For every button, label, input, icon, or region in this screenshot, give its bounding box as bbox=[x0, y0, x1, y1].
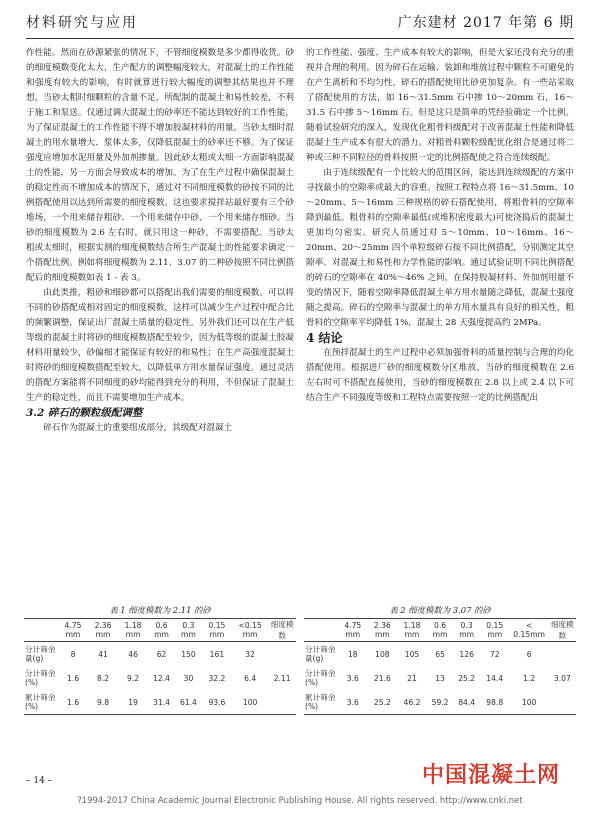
table-cell: 8 bbox=[70, 649, 76, 659]
table-row bbox=[304, 690, 576, 715]
table-header-cell: 2.36 mm bbox=[94, 621, 112, 639]
table-header-cell: 0.3 mm bbox=[459, 621, 475, 639]
table-cell: 6 bbox=[526, 649, 532, 659]
table-cell: 31.4 bbox=[153, 697, 170, 707]
table-cell: 1.6 bbox=[66, 697, 80, 707]
table-header-cell: 0.3 mm bbox=[181, 621, 196, 639]
table-cell: 59.2 bbox=[431, 697, 449, 707]
page-header bbox=[26, 10, 574, 36]
table-cell: 93.6 bbox=[208, 697, 226, 707]
table-cell: 46 bbox=[128, 649, 138, 659]
paragraph: 由于连续级配有一个比较大的范围区间，能达到连续级配的方案中寻找最小的空隙率或最大的容重。按照工程特点将 16～31.5mm、10～20mm、5～16mm 三种规格的碎石搭配使用，将粗骨料的空隙率降到最低。粗骨料的空隙率最低(或堆积密度最大)可使浇捣后的混凝土更加均匀密实。研究人员通过对 5～10mm、10～16mm、16～20mm、20～25mm 四个单粒级碎石按不同比例搭配，分别测定其空隙率、对混凝土和易性和力学性能的影响。通过试验证明不同比例搭配的碎石的空隙率在 40%～46% 之间，在保持胶凝材料、外加剂用量不变的情况下，随着空隙率降低混凝土单方用水量随之降低，混凝土强度随之提高。碎石的空隙率与混凝土的单方用水量具有良好的相关性，粗骨料的空隙率平均降低 1%，混凝土 28 天强度提高约 2MPa。 bbox=[306, 168, 574, 328]
table-cell: 3.07 bbox=[553, 673, 571, 683]
table-cell: 1.6 bbox=[66, 673, 80, 683]
row-label: 分计筛余(%) bbox=[25, 669, 56, 687]
table-cell bbox=[549, 690, 576, 715]
table-cell: 8.2 bbox=[97, 673, 110, 683]
paragraph: 作性能。然而在砂源紧张的情况下，不管细度模数是多少都得收货。砂的细度模数变化太大，生产配方的调整幅度较大，对混凝土的工作性能和强度有较大的影响，有时就算进行较大幅度的调整其结果也并不理想。当砂太粗时细颗粒的含量不足，所配制的混凝土和易性较差，不利于施工和泵送。仅通过调大混凝土的砂率还不能达到较好的工作性能，为了保证混凝土的工作性能不得不增加胶凝材料的用量。当砂太细时混凝土的用水量增大、浆体太多，仅降低混凝土的砂率还不够。为了保证强度应增加水泥用量及外加剂掺量。因此砂太粗或太细一方面影响混凝土的性能，另一方面会导致成本的增加。为了在生产过程中确保混凝土的稳定性而不增加成本的情况下，通过对不同细度模数的砂按不同的比例搭配使用以达到所需要的细度模数。这也要求搅拌站最好要有三个砂堆场，一个用来储存粗砂、一个用来储存中砂、一个用来储存细砂。当砂的细度模数为 2.6 左右时，就只用这一种砂，不需要搭配。当砂太粗或太细时，根据实测的细度模数结合所生产混凝土的性能要求确定一个搭配比例。例如将细度模数为 2.11、3.07 的二种砂按照不同比例搭配后的细度模数如表 1 - 表 3。 bbox=[26, 48, 294, 283]
paragraph: 由此类推，粗砂和细砂都可以搭配出我们需要的细度模数。可以将不同的砂搭配成相对固定的细度模数，这样可以减少生产过程中配合比的频繁调整，保证出厂混凝土质量的稳定性。另外我们还可以在生产低等级的混凝土时将砂的细度模数搭配至较少，因为低等级的混凝土胶凝材料用量较少，砂偏细才能保证有较好的和易性；在生产高强度混凝土时将砂的细度模数搭配至较大，以降低单方用水量保证强度。通过灵活的搭配方案能将不同细度的砂均能得到充分的利用，不但保证了混凝土生产的稳定性，而且不需要增加生产成本。 bbox=[26, 288, 294, 403]
table-header-cell: 0.6 mm bbox=[154, 621, 169, 639]
table-header-cell: 1.18 mm bbox=[124, 621, 142, 639]
row-label: 分计筛余量(g) bbox=[25, 645, 56, 663]
table-2 bbox=[304, 604, 576, 715]
table-cell: 161 bbox=[209, 649, 225, 659]
table-cell: 32.2 bbox=[208, 673, 226, 683]
table-header-cell: <0.15 mm bbox=[238, 621, 262, 639]
table-cell: 1.2 bbox=[523, 673, 536, 683]
table-cell: 84.4 bbox=[458, 697, 476, 707]
table-cell: 30 bbox=[183, 673, 194, 683]
table-cell: 14.4 bbox=[486, 673, 504, 683]
table-cell: 25.2 bbox=[458, 673, 476, 683]
row-label: 累计筛余(%) bbox=[25, 693, 56, 711]
table-header-cell bbox=[24, 619, 58, 642]
section-name: 材料研究与应用 bbox=[26, 15, 138, 31]
table-cell: 100 bbox=[242, 697, 258, 707]
table-cell bbox=[268, 690, 296, 715]
table-header-cell: 4.75 mm bbox=[344, 621, 362, 639]
table-1 bbox=[24, 604, 296, 715]
sieve-table bbox=[24, 618, 296, 715]
table-cell: 21 bbox=[407, 673, 417, 683]
paragraph: 碎石作为混凝土的重要组成部分，其级配对混凝土 bbox=[43, 423, 233, 433]
table-cell: 72 bbox=[489, 649, 500, 659]
table-cell: 13 bbox=[435, 673, 445, 683]
left-column bbox=[26, 46, 294, 436]
table-header-cell: 细度模数 bbox=[270, 620, 294, 640]
paragraph: 的工作性能、强度、生产成本有较大的影响，但是大家还没有充分的重视并合理的利用。因为碎石在运输、装卸和堆放过程中颗粒不可避免的在产生离析和不均匀性，碎石的搭配使用比砂更加复杂。有一些站采取了搭配使用的方法，如 16～31.5mm 石中掺 10～20mm 石，16～31.5 石中掺 5～16mm 石。但是这只是简单的凭经验确定一个比例。随着试验研究的深入，发现优化粗骨料级配对于改善混凝土性能和降低混凝土生产成本有很大的潜力。对粗骨料颗粒级配优化组合是通过将二种或三种不同粒径的骨料按照一定的比例搭配使之符合连续级配。 bbox=[306, 48, 574, 163]
table-header-cell: < 0.15mm bbox=[513, 621, 545, 639]
table-row bbox=[24, 690, 296, 715]
table-cell: 3.6 bbox=[346, 673, 359, 683]
table-cell: 105 bbox=[404, 649, 420, 659]
table-cell: 41 bbox=[98, 649, 108, 659]
table-cell: 46.2 bbox=[403, 697, 421, 707]
header-divider bbox=[26, 38, 574, 39]
table-header-cell: 0.6 mm bbox=[432, 621, 448, 639]
table-cell bbox=[268, 642, 296, 667]
table-row bbox=[304, 666, 576, 690]
section-heading: 4 结论 bbox=[306, 331, 343, 345]
journal-issue: 广东建材 2017 年第 6 期 bbox=[397, 15, 574, 31]
table-row bbox=[24, 642, 296, 667]
table-cell: 3.6 bbox=[346, 697, 359, 707]
table-row bbox=[304, 642, 576, 667]
table-header-cell: 4.75 mm bbox=[64, 621, 82, 639]
table-cell: 19 bbox=[128, 697, 138, 707]
row-label: 分计筛余(%) bbox=[305, 669, 336, 687]
row-label: 累计筛余(%) bbox=[305, 693, 336, 711]
table-cell: 9.2 bbox=[127, 673, 140, 683]
table-header-cell: 2.36 mm bbox=[373, 621, 391, 639]
watermark-text: 中国混凝土网 bbox=[421, 763, 560, 788]
table-cell: 108 bbox=[375, 649, 390, 659]
table-header-cell bbox=[304, 619, 338, 642]
table-cell: 62 bbox=[156, 649, 167, 659]
table-header-cell: 细度模数 bbox=[550, 620, 574, 640]
table-row bbox=[24, 666, 296, 690]
sieve-table bbox=[304, 618, 576, 715]
paragraph: 在预拌混凝土的生产过程中必须加强骨料的质量控制与合理的均化搭配使用。根据进厂砂的细度模数分区堆放，当砂的细度模数在 2.6 左右时可不搭配直接使用，当砂的细度模数在 2.8 以上或 2.4 以下可结合生产不同强度等级和工程特点需要按照一定的比例搭配出 bbox=[306, 348, 574, 403]
table-cell: 65 bbox=[435, 649, 445, 659]
table-cell: 6.4 bbox=[244, 673, 257, 683]
table-cell: 18 bbox=[347, 649, 358, 659]
section-heading: 3.2 碎石的颗粒级配调整 bbox=[26, 407, 143, 419]
table-cell: 98.8 bbox=[486, 697, 504, 707]
table-cell: 21.6 bbox=[373, 673, 391, 683]
table-header-cell: 0.15 mm bbox=[208, 621, 226, 639]
table-header-cell: 1.18 mm bbox=[403, 621, 421, 639]
table-cell: 61.4 bbox=[179, 697, 197, 707]
table-cell bbox=[549, 642, 576, 667]
row-label: 分计筛余量(g) bbox=[305, 645, 336, 663]
page-number: – 14 – bbox=[26, 776, 53, 786]
table-header-cell: 0.15 mm bbox=[486, 621, 504, 639]
table-cell: 12.4 bbox=[153, 673, 170, 683]
table-cell: 9.8 bbox=[97, 697, 110, 707]
table-cell: 32 bbox=[245, 649, 255, 659]
table-cell: 126 bbox=[459, 649, 474, 659]
table-caption: 表 2 细度模数为 3.07 的砂 bbox=[389, 605, 491, 615]
table-cell: 100 bbox=[521, 697, 537, 707]
table-cell: 25.2 bbox=[373, 697, 391, 707]
table-caption: 表 1 细度模数为 2.11 的砂 bbox=[109, 605, 211, 615]
table-cell: 2.11 bbox=[273, 673, 291, 683]
table-cell: 150 bbox=[181, 649, 196, 659]
right-column bbox=[306, 46, 574, 406]
copyright-line: ?1994-2017 China Academic Journal Electronic Publishing House. All rights reserved. http://www.cnki.net bbox=[77, 796, 523, 806]
